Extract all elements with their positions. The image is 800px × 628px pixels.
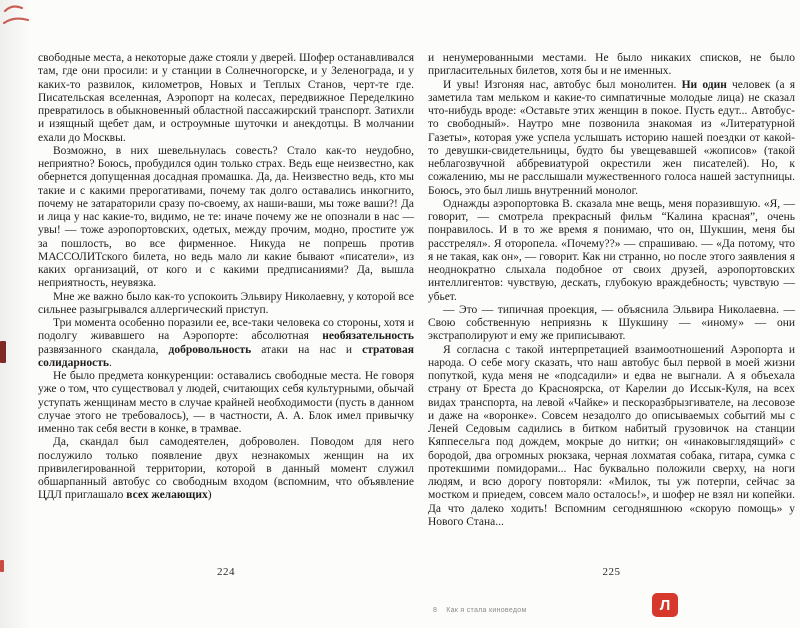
paragraph: Я согласна с такой интерпретацией взаимоотношений Аэропорта и народа. О себе могу сказать, что наш автобус был первой в моей жизни попуткой, куда меня не «подсадили» и едва не выгнали. А я объехала страну от Бреста до Красноярска, от Карелии до Иссык-Куля, на всех видах транспорта, на левой «Чайке» и пескоразбрызгивателе, на лесовозе и даже на «воронке». Совсем незадолго до описываемых событий мы с Леней Седовым садились в битком набитый грузовичок на станции Кяппесельга под дождем, мокрые до нитки; он «инаковыглядящий» с бородой, два огромных рюкзака, черная лохматая собака, гитара, сумка с протекшими помидорами... Нас буквально положили сверху, на ноги людям, и всю дорогу повторяли: «Милок, ты уж потерпи, сейчас за мостком и приедем, совсем мало осталось!», и шофер не взял ни копейки. Да что далеко ходить! Вспомним сегодняшнюю «скорую помощь» у Нового Стана...: [428, 343, 795, 528]
paragraph: Не было предмета конкуренции: оставались свободные места. Не говоря уже о том, что существовал у людей, считающих себя культурными, обычай уступать женщинам место в случае крайней необходимости (пусть в данном случае этого не требовалось), — в частности, А. А. Блок имел привычку именно так себя вести в конке, в трамвае.: [38, 370, 414, 435]
paragraph: Однажды аэропортовка В. сказала мне вещь, меня поразившую. «Я, — говорит, — смотрела прекрасный фильм “Калина красная”, очень понравилось. И в то же время я понимаю, что он, Шукшин, меня бы расстрелял». Я оторопела. «Почему??» — спрашиваю. — «Да потому, что я не такая, как он», — говорит. Как ни странно, но после этого заявления я неоднократно слыхала подобное от своих друзей, аэропортовских интеллигентов: чувствую, дескать, глубокую враждебность; чувствую — убьет.: [428, 197, 795, 303]
paragraph: и ненумерованными местами. Не было никаких списков, не было пригласительных билетов, хотя бы и не именных.: [428, 52, 795, 78]
page-edge-shadow: [0, 0, 30, 628]
paragraph: Возможно, в них шевельнулась совесть? Стало как-то неудобно, неприятно? Боюсь, пробудился один только страх. Ведь еще неизвестно, как обернется допущенная досадная промашка. Да, да. Неизвестно ведь, кто мы такие и с какими прерогативами, почему так долго оставались инкогнито, почему не затараторили сразу по-своему, ах наши-ваши, мы тоже ваши?! Да и лица у нас какие-то, видимо, не те: иначе почему же не опознали в нас — увы! — тоже аэропортовских, одетых, между прочим, модно, простите уж за пошлость, во все фирменное. Никуда не попрешь против МАССОЛИТского билета, но ведь мало ли какие бывают «писатели», из каких организаций, от кого и с какими предписаниями? Да, вышла неприятность, неувязка.: [38, 144, 414, 290]
paragraph: Три момента особенно поразили ее, все-таки человека со стороны, хотя и подолгу живавшего на Аэропорте: абсолютная необязательность развязанного скандала, добровольность атаки на нас и стратовая солидарность.: [38, 317, 414, 369]
print-signature-footer: [433, 607, 527, 614]
labirint-letter: Л: [659, 596, 671, 614]
page-number-left: 224: [217, 566, 235, 578]
page-number-right: 225: [602, 566, 621, 578]
edge-mark-middle: [0, 341, 6, 363]
paragraph: — Это — типичная проекция, — объяснила Эльвира Николаевна. — Свою собственную неприязнь к Шукшину — «иному» — они экстраполируют и ему же приписывают.: [428, 303, 795, 343]
paragraph: Мне же важно было как-то успокоить Эльвиру Николаевну, у которой все сильнее разыгрывался аллергический приступ.: [38, 290, 414, 316]
right-page-text: [428, 52, 795, 529]
left-page-text: [38, 52, 414, 503]
paragraph: свободные места, а некоторые даже стояли у дверей. Шофер останавливался там, где они просили: и у станции в Солнечногорске, и у Зеленограда, и у каких-то развилок, километров, Новых и Теплых Станов, черт-те где. Писательская вселенная, Аэропорт на колесах, передвижное Переделкино превратилось в обыкновенный областной пассажирский транспорт. Затихли и изящный щебет дам, и остроумные шуточки и анекдотцы. В молчании ехали до Москвы.: [38, 52, 414, 144]
edge-mark-bottom: [0, 560, 4, 572]
book-title-footer: Как я стала киноведом: [446, 607, 527, 614]
labirint-watermark: [652, 593, 678, 617]
signature-number: 8: [433, 607, 438, 614]
paragraph: И увы! Изгоняя нас, автобус был монолитен. Ни один человек (а я заметила там мельком и какие-то симпатичные молодые лица) не сказал что-нибудь вроде: «Оставьте этих женщин в покое. Пусть едут... Автобус-то свободный». Наутро мне позвонила знакомая из «Литературной Газеты», которая уже успела услышать историю нашей поездки от какой-то девушки-свидетельницы, будто бы увещевавшей «жописов» (такой неблагозвучной аббревиатурой окрестили жен писателей). Но, к сожалению, мы не расслышали мужественного голоса нашей заступницы. Боюсь, это был лишь внутренний монолог.: [428, 78, 796, 197]
edge-mark-top: [2, 3, 32, 29]
paragraph: Да, скандал был самодеятелен, доброволен. Поводом для него послужило только появление двух незнакомых женщин на их привилегированной территории, которой в данный момент служил обшарпанный автобус со свободным входом (вспомним, что объявление ЦДЛ приглашало всех желающих): [38, 436, 414, 502]
